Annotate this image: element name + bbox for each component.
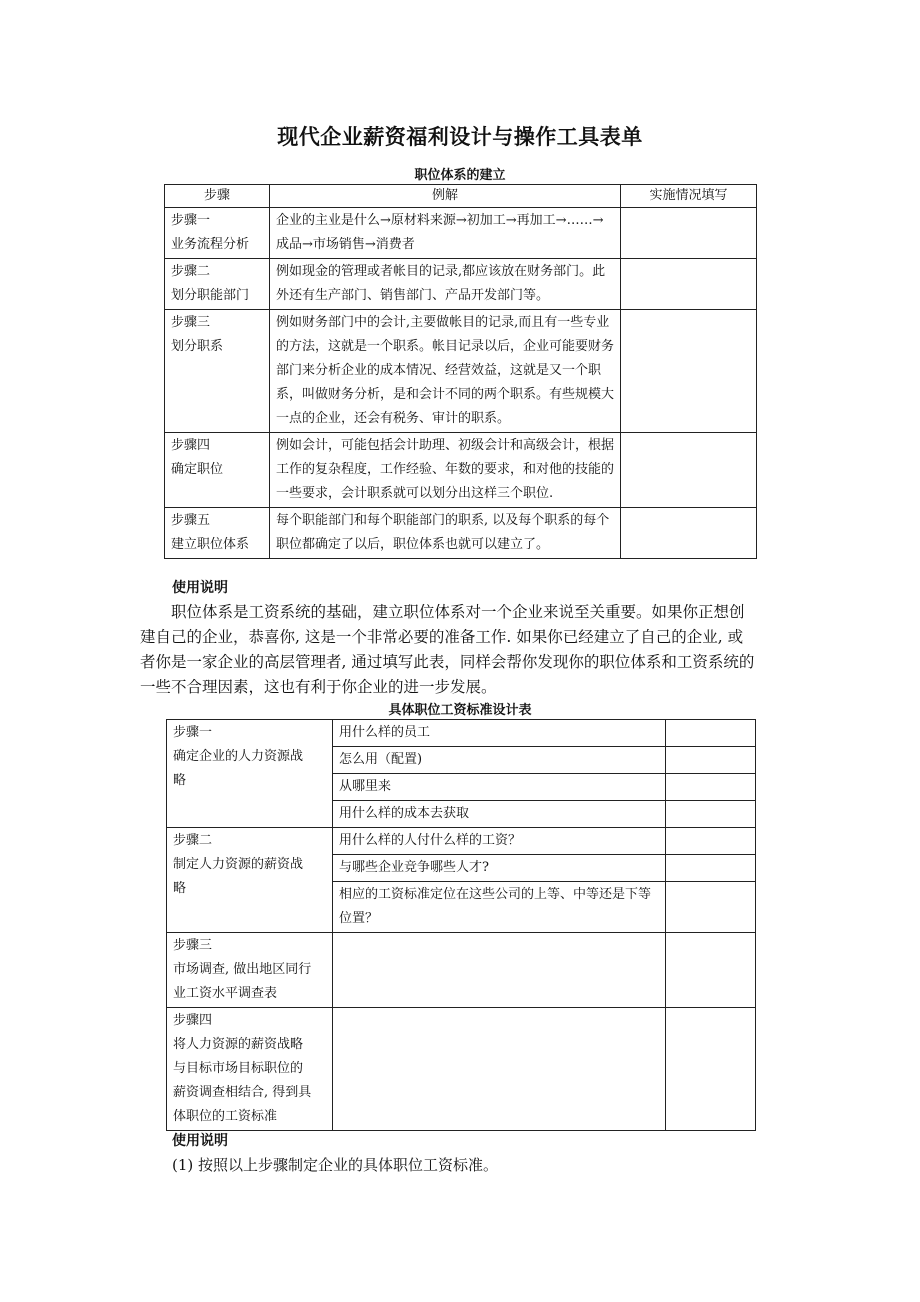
- table-row: [165, 259, 757, 310]
- fill-cell[interactable]: [666, 801, 756, 828]
- fill-cell[interactable]: [666, 882, 756, 933]
- step-cell: 步骤一 业务流程分析: [165, 208, 270, 259]
- fill-cell[interactable]: [621, 310, 757, 433]
- step-cell: 步骤四 确定职位: [165, 433, 270, 508]
- step-cell: 步骤一 确定企业的人力资源战 略: [167, 720, 333, 828]
- example-cell: 企业的主业是什么→原材料来源→初加工→再加工→……→成品→市场销售→消费者: [270, 208, 621, 259]
- example-cell: 例如财务部门中的会计,主要做帐目的记录,而且有一些专业的方法，这就是一个职系。帐目记录以后，企业可能要财务部门来分析企业的成本情况、经营效益，这就是又一个职系，叫做财务分析，是和会计不同的两个职系。有些规模大一点的企业，还会有税务、审计的职系。: [270, 310, 621, 433]
- step-cell: 步骤三 划分职系: [165, 310, 270, 433]
- item-cell: 用什么样的员工: [333, 720, 666, 747]
- salary-standard-table: [166, 719, 756, 1131]
- table2-caption: 具体职位工资标准设计表: [388, 703, 532, 718]
- header-fill: 实施情况填写: [621, 185, 757, 208]
- example-cell: 例如会计，可能包括会计助理、初级会计和高级会计，根据工作的复杂程度，工作经验、年数的要求，和对他的技能的一些要求，会计职系就可以划分出这样三个职位.: [270, 433, 621, 508]
- table1-header-row: [165, 185, 757, 208]
- step-cell: 步骤五 建立职位体系: [165, 508, 270, 559]
- fill-cell[interactable]: [666, 720, 756, 747]
- item-cell: 与哪些企业竞争哪些人才?: [333, 855, 666, 882]
- example-cell: 例如现金的管理或者帐目的记录,都应该放在财务部门。此外还有生产部门、销售部门、产品开发部门等。: [270, 259, 621, 310]
- fill-cell[interactable]: [666, 774, 756, 801]
- header-example: 例解: [270, 185, 621, 208]
- usage-note: (1) 按照以上步骤制定企业的具体职位工资标准。: [172, 1156, 499, 1174]
- table-row: [167, 828, 756, 855]
- fill-cell[interactable]: [621, 433, 757, 508]
- document-title: 现代企业薪资福利设计与操作工具表单: [277, 125, 643, 149]
- usage-paragraph: 职位体系是工资系统的基础，建立职位体系对一个企业来说至关重要。如果你正想创建自己的企业，恭喜你, 这是一个非常必要的准备工作. 如果你已经建立了自己的企业, 或者你是一家企业的高层管理者, 通过填写此表，同样会帮你发现你的职位体系和工资系统的一些不合理因素，这也有利于你企业的进一步发展。: [140, 603, 755, 696]
- table-row: [165, 508, 757, 559]
- example-cell: 每个职能部门和每个职能部门的职系, 以及每个职系的每个职位都确定了以后，职位体系也就可以建立了。: [270, 508, 621, 559]
- fill-cell[interactable]: [621, 508, 757, 559]
- fill-cell[interactable]: [666, 933, 756, 1008]
- item-cell: 用什么样的人付什么样的工资？: [333, 828, 666, 855]
- item-cell: 从哪里来: [333, 774, 666, 801]
- fill-cell[interactable]: [666, 828, 756, 855]
- item-cell: 怎么用（配置): [333, 747, 666, 774]
- fill-cell[interactable]: [666, 1008, 756, 1131]
- usage-label-1: 使用说明: [172, 580, 228, 596]
- fill-cell[interactable]: [666, 747, 756, 774]
- step-cell: 步骤四 将人力资源的薪资战略 与目标市场目标职位的 薪资调查相结合, 得到具 体职位的工资标准: [167, 1008, 333, 1131]
- fill-cell[interactable]: [666, 855, 756, 882]
- item-cell: 用什么样的成本去获取: [333, 801, 666, 828]
- item-cell: [333, 933, 666, 1008]
- position-system-table: [164, 184, 757, 559]
- table-row: [167, 933, 756, 1008]
- fill-cell[interactable]: [621, 208, 757, 259]
- item-cell: [333, 1008, 666, 1131]
- table-row: [167, 720, 756, 747]
- table-row: [165, 433, 757, 508]
- table-row: [165, 310, 757, 433]
- step-cell: 步骤二 划分职能部门: [165, 259, 270, 310]
- table-row: [165, 208, 757, 259]
- usage-label-2: 使用说明: [172, 1133, 228, 1149]
- fill-cell[interactable]: [621, 259, 757, 310]
- header-step: 步骤: [165, 185, 270, 208]
- step-cell: 步骤二 制定人力资源的薪资战 略: [167, 828, 333, 933]
- step-cell: 步骤三 市场调查, 做出地区同行 业工资水平调查表: [167, 933, 333, 1008]
- item-cell: 相应的工资标准定位在这些公司的上等、中等还是下等位置？: [333, 882, 666, 933]
- table1-caption: 职位体系的建立: [414, 168, 506, 183]
- table-row: [167, 1008, 756, 1131]
